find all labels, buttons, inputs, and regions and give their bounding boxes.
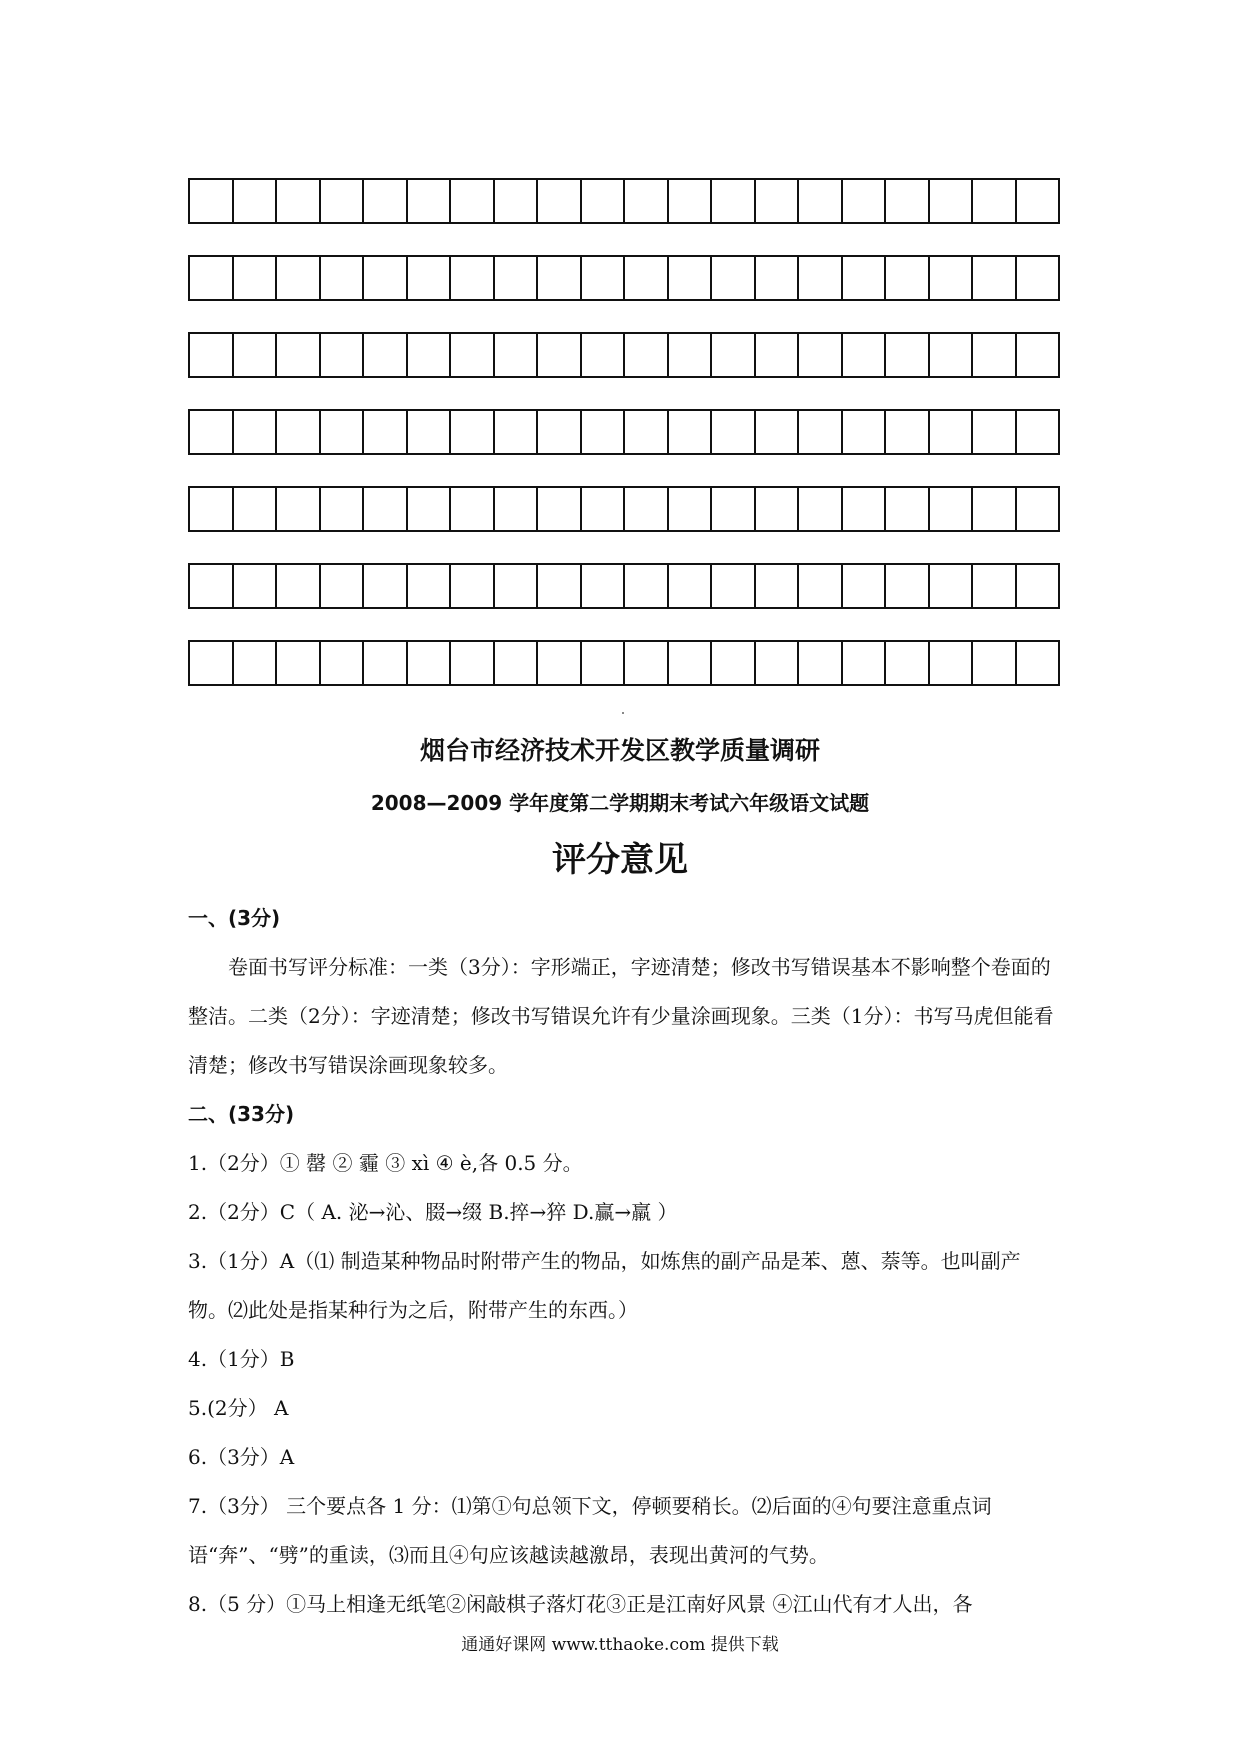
grid-cell xyxy=(234,565,278,609)
grid-cell xyxy=(451,488,495,532)
grid-cell xyxy=(321,488,365,532)
grid-cell xyxy=(843,334,887,378)
document-subtitle: 2008—2009 学年度第二学期期末考试六年级语文试题 xyxy=(370,791,870,815)
grid-cell xyxy=(408,180,452,224)
grid-cell xyxy=(364,411,408,455)
grid-row xyxy=(188,409,1060,455)
grid-cell xyxy=(1017,180,1061,224)
grid-cell xyxy=(712,334,756,378)
grid-row xyxy=(188,332,1060,378)
section-1-title: 一、(3分) xyxy=(188,906,281,930)
grid-cell xyxy=(1017,257,1061,301)
answer-item-4: 4.（1分）B xyxy=(188,1347,295,1371)
grid-cell xyxy=(712,565,756,609)
grid-cell xyxy=(321,565,365,609)
grid-cell xyxy=(843,411,887,455)
grid-cell xyxy=(712,411,756,455)
grid-cell xyxy=(495,180,539,224)
grid-cell xyxy=(451,642,495,686)
grid-cell xyxy=(930,257,974,301)
grid-cell xyxy=(756,642,800,686)
grid-cell xyxy=(625,565,669,609)
grid-cell xyxy=(190,642,234,686)
grid-cell xyxy=(799,642,843,686)
grid-cell xyxy=(495,642,539,686)
grid-cell xyxy=(582,334,626,378)
page-footer: 通通好课网 www.tthaoke.com 提供下载 xyxy=(461,1635,779,1655)
grid-cell xyxy=(538,488,582,532)
grid-cell xyxy=(625,334,669,378)
grid-cell xyxy=(582,565,626,609)
grid-cell xyxy=(538,565,582,609)
grid-cell xyxy=(669,257,713,301)
grid-cell xyxy=(756,488,800,532)
grid-cell xyxy=(364,565,408,609)
grid-cell xyxy=(495,334,539,378)
grid-cell xyxy=(669,180,713,224)
grid-cell xyxy=(495,565,539,609)
grid-cell xyxy=(843,180,887,224)
grid-cell xyxy=(973,257,1017,301)
grid-cell xyxy=(451,411,495,455)
grid-cell xyxy=(190,488,234,532)
grid-cell xyxy=(538,334,582,378)
grid-cell xyxy=(582,411,626,455)
grid-cell xyxy=(756,334,800,378)
grid-cell xyxy=(451,180,495,224)
grid-cell xyxy=(277,180,321,224)
grid-cell xyxy=(799,411,843,455)
section-1-text: 卷面书写评分标准：一类（3分）：字形端正，字迹清楚；修改书写错误基本不影响整个卷面的整洁。二类（2分）：字迹清楚；修改书写错误允许有少量涂画现象。三类（1分）：书写马虎但能看清楚；修改书写错误涂画现象较多。 xyxy=(188,955,1054,1077)
grid-cell xyxy=(451,565,495,609)
grid-cell xyxy=(495,257,539,301)
grid-cell xyxy=(408,642,452,686)
grid-cell xyxy=(843,257,887,301)
grid-cell xyxy=(321,411,365,455)
grid-cell xyxy=(799,180,843,224)
grid-cell xyxy=(1017,642,1061,686)
grid-cell xyxy=(973,642,1017,686)
grid-cell xyxy=(408,257,452,301)
grid-cell xyxy=(582,642,626,686)
grid-cell xyxy=(930,565,974,609)
grid-cell xyxy=(190,411,234,455)
grid-cell xyxy=(364,488,408,532)
grid-cell xyxy=(495,411,539,455)
grid-cell xyxy=(582,488,626,532)
grid-cell xyxy=(234,411,278,455)
answer-item-1: 1.（2分）① 罄 ② 霾 ③ xì ④ è,各 0.5 分。 xyxy=(188,1151,583,1175)
grid-cell xyxy=(321,180,365,224)
grid-cell xyxy=(277,488,321,532)
grid-cell xyxy=(364,334,408,378)
grid-cell xyxy=(712,488,756,532)
grid-cell xyxy=(1017,334,1061,378)
grid-cell xyxy=(973,334,1017,378)
grid-cell xyxy=(1017,565,1061,609)
grid-cell xyxy=(756,565,800,609)
grid-cell xyxy=(364,642,408,686)
grid-row xyxy=(188,178,1060,224)
grid-cell xyxy=(364,180,408,224)
scan-dot xyxy=(622,712,624,714)
grid-cell xyxy=(625,488,669,532)
grid-cell xyxy=(321,334,365,378)
section-2-title: 二、(33分) xyxy=(188,1102,295,1126)
grid-cell xyxy=(277,565,321,609)
grid-cell xyxy=(190,334,234,378)
grid-cell xyxy=(538,642,582,686)
grid-cell xyxy=(625,411,669,455)
grid-cell xyxy=(582,257,626,301)
document-title: 烟台市经济技术开发区教学质量调研 xyxy=(419,736,820,765)
grid-cell xyxy=(930,180,974,224)
grid-cell xyxy=(930,411,974,455)
grid-cell xyxy=(625,180,669,224)
grid-cell xyxy=(321,257,365,301)
grid-cell xyxy=(973,565,1017,609)
grid-cell xyxy=(321,642,365,686)
grid-cell xyxy=(364,257,408,301)
grid-cell xyxy=(886,488,930,532)
grid-cell xyxy=(973,411,1017,455)
grid-cell xyxy=(277,642,321,686)
grid-cell xyxy=(886,411,930,455)
grid-cell xyxy=(799,257,843,301)
grid-cell xyxy=(886,180,930,224)
grid-cell xyxy=(190,180,234,224)
grid-cell xyxy=(712,257,756,301)
grid-cell xyxy=(190,565,234,609)
grid-row xyxy=(188,640,1060,686)
answer-item-8: 8.（5 分）①马上相逢无纸笔②闲敲棋子落灯花③正是江南好风景 ④江山代有才人出，各 xyxy=(188,1592,973,1616)
grid-cell xyxy=(973,488,1017,532)
grid-cell xyxy=(538,411,582,455)
answer-grid xyxy=(188,178,1060,717)
grid-cell xyxy=(886,257,930,301)
grid-cell xyxy=(669,565,713,609)
grid-cell xyxy=(669,642,713,686)
grid-cell xyxy=(190,257,234,301)
grid-cell xyxy=(756,257,800,301)
grid-row xyxy=(188,563,1060,609)
grid-cell xyxy=(886,334,930,378)
grid-cell xyxy=(886,642,930,686)
grid-cell xyxy=(234,257,278,301)
answer-item-5: 5.(2分） A xyxy=(188,1396,289,1420)
grading-content xyxy=(188,894,1060,1629)
grid-cell xyxy=(451,257,495,301)
document-heading: 评分意见 xyxy=(552,840,688,880)
grid-cell xyxy=(669,334,713,378)
grid-cell xyxy=(408,565,452,609)
grid-cell xyxy=(669,411,713,455)
grid-cell xyxy=(625,257,669,301)
grid-cell xyxy=(234,488,278,532)
grid-cell xyxy=(712,642,756,686)
grid-cell xyxy=(843,642,887,686)
grid-cell xyxy=(799,565,843,609)
grid-cell xyxy=(277,257,321,301)
grid-cell xyxy=(538,257,582,301)
grid-cell xyxy=(234,180,278,224)
grid-cell xyxy=(277,334,321,378)
grid-cell xyxy=(843,488,887,532)
grid-cell xyxy=(930,334,974,378)
answer-item-6: 6.（3分）A xyxy=(188,1445,295,1469)
grid-cell xyxy=(408,411,452,455)
grid-cell xyxy=(408,334,452,378)
grid-cell xyxy=(234,642,278,686)
grid-cell xyxy=(799,334,843,378)
grid-cell xyxy=(495,488,539,532)
grid-cell xyxy=(1017,411,1061,455)
grid-cell xyxy=(625,642,669,686)
grid-row xyxy=(188,486,1060,532)
grid-cell xyxy=(799,488,843,532)
grid-cell xyxy=(930,488,974,532)
grid-cell xyxy=(1017,488,1061,532)
grid-cell xyxy=(886,565,930,609)
grid-cell xyxy=(538,180,582,224)
grid-cell xyxy=(277,411,321,455)
grid-cell xyxy=(408,488,452,532)
grid-cell xyxy=(930,642,974,686)
answer-item-7: 7.（3分） 三个要点各 1 分：⑴第①句总领下文，停顿要稍长。⑵后面的④句要注意重点词语“奔”、“劈”的重读，⑶而且④句应该越读越激昂，表现出黄河的气势。 xyxy=(188,1494,992,1567)
grid-cell xyxy=(843,565,887,609)
grid-cell xyxy=(756,411,800,455)
answer-item-3: 3.（1分）A（⑴ 制造某种物品时附带产生的物品，如炼焦的副产品是苯、蒽、萘等。也叫副产物。⑵此处是指某种行为之后，附带产生的东西。） xyxy=(188,1249,1021,1322)
answer-item-2: 2.（2分）C（ A. 泌→沁、腏→缀 B.捽→猝 D.赢→羸 ） xyxy=(188,1200,678,1224)
grid-cell xyxy=(973,180,1017,224)
grid-cell xyxy=(669,488,713,532)
grid-cell xyxy=(234,334,278,378)
grid-cell xyxy=(712,180,756,224)
grid-cell xyxy=(582,180,626,224)
grid-cell xyxy=(451,334,495,378)
grid-cell xyxy=(756,180,800,224)
grid-row xyxy=(188,255,1060,301)
